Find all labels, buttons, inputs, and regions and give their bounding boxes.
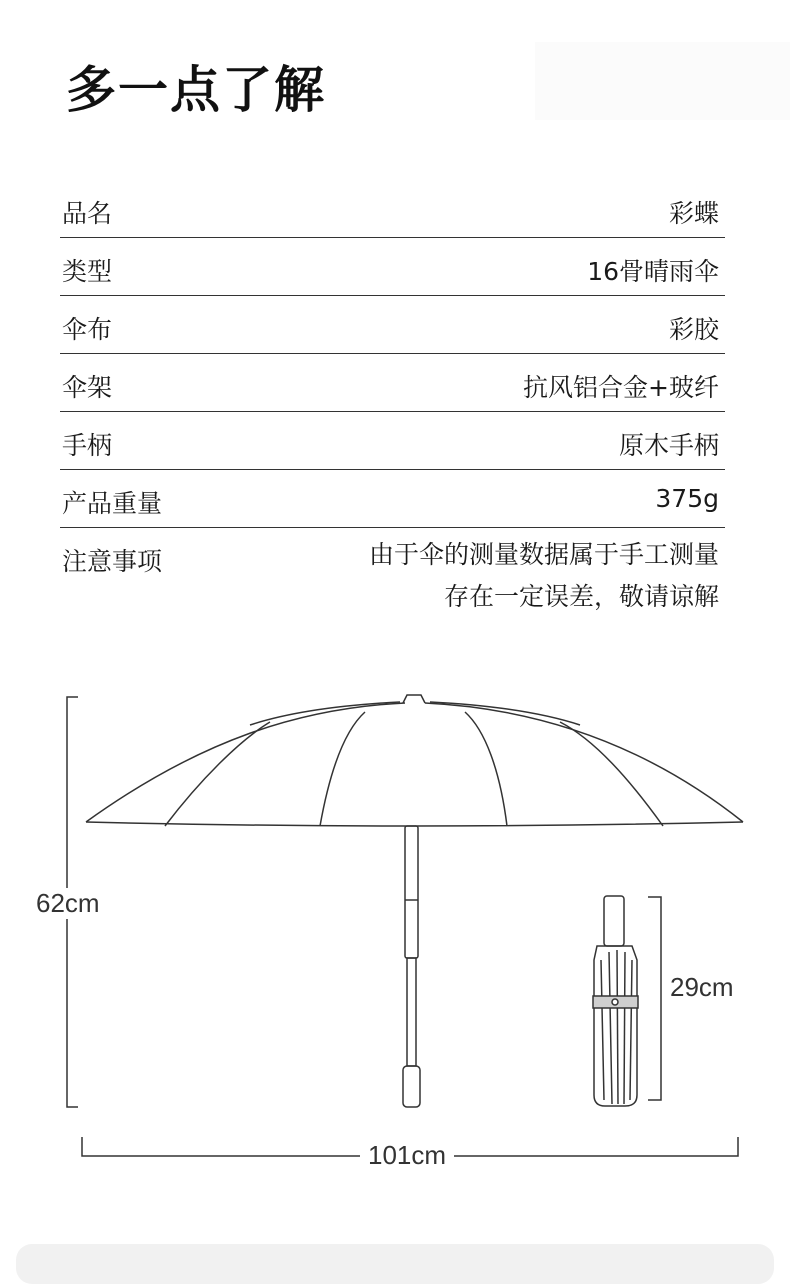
spec-key: 伞布 (62, 315, 113, 344)
spec-key: 手柄 (62, 431, 113, 460)
spec-value: 彩胶 (668, 315, 719, 344)
spec-key: 产品重量 (62, 489, 163, 518)
page-title: 多一点了解 (66, 61, 326, 119)
spec-key: 品名 (62, 199, 113, 228)
folded-length-bracket (648, 897, 661, 1100)
notice-line-2: 存在一定误差，敬请谅解 (443, 582, 719, 611)
spec-value: 16骨晴雨伞 (587, 257, 719, 286)
spec-key: 伞架 (62, 373, 113, 402)
folded-umbrella-icon (593, 896, 661, 1106)
next-section-card (16, 1244, 774, 1284)
spec-key: 注意事项 (62, 547, 163, 576)
notice-line-1: 由于伞的测量数据属于手工测量 (368, 540, 719, 569)
height-label: 62cm (36, 888, 100, 918)
spec-value: 原木手柄 (618, 431, 719, 460)
spec-value: 375g (655, 484, 719, 513)
spec-key: 类型 (62, 257, 113, 286)
spec-value: 彩蝶 (668, 199, 719, 228)
diameter-label: 101cm (360, 1140, 454, 1171)
folded-length-label: 29cm (670, 972, 734, 1002)
open-umbrella-icon (86, 695, 743, 1107)
spec-value: 抗风铝合金+玻纤 (523, 373, 719, 402)
